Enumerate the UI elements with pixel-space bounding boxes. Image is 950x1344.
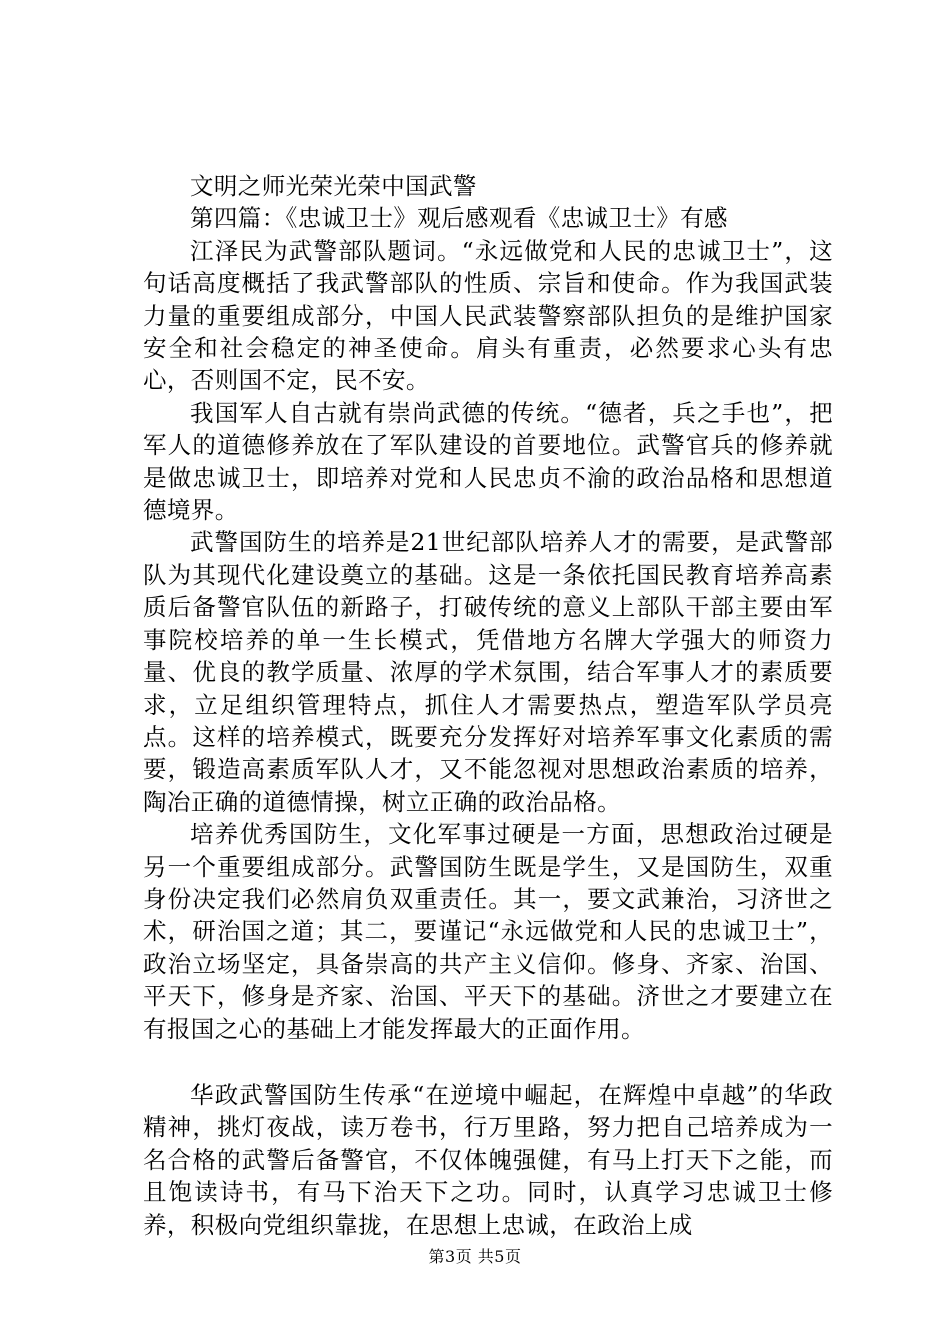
paragraph-3: 武警国防生的培养是21世纪部队培养人才的需要，是武警部队为其现代化建设奠立的基础。这是一条依托国民教育培养高素质后备警官队伍的新路子，打破传统的意义上部队干部主要由军事院校培养的单一生长模式，凭借地方名牌大学强大的师资力量、优良的教学质量、浓厚的学术氛围，结合军事人才的素质要求，立足组织管理特点，抓住人才需要热点，塑造军队学员亮点。这样的培养模式，既要充分发挥好对培养军事文化素质的需要，锻造高素质军队人才，又不能忽视对思想政治素质的培养，陶冶正确的道德情操，树立正确的政治品格。	[143, 528, 833, 816]
paragraph-section-heading: 第四篇：《忠诚卫士》观后感观看《忠诚卫士》有感	[190, 204, 728, 233]
paragraph-1: 江泽民为武警部队题词。“永远做党和人民的忠诚卫士”，这句话高度概括了我武警部队的性质、宗旨和使命。作为我国武装力量的重要组成部分，中国人民武装警察部队担负的是维护国家安全和社会稳定的神圣使命。肩头有重责，必然要求心头有忠心，否则国不定，民不安。	[143, 236, 833, 395]
page-number-footer: 第3页 共5页	[428, 1247, 522, 1266]
paragraph-2: 我国军人自古就有崇尚武德的传统。“德者，兵之手也”，把军人的道德修养放在了军队建设的首要地位。武警官兵的修养就是做忠诚卫士，即培养对党和人民忠贞不渝的政治品格和思想道德境界。	[143, 398, 833, 525]
document-body	[143, 170, 833, 1241]
paragraph-5: 华政武警国防生传承“在逆境中崛起，在辉煌中卓越”的华政精神，挑灯夜战，读万卷书，行万里路，努力把自己培养成为一名合格的武警后备警官，不仅体魄强健，有马上打天下之能，而且饱读诗书，有马下治天下之功。同时，认真学习忠诚卫士修养，积极向党组织靠拢，在思想上忠诚，在政治上成	[143, 1080, 833, 1239]
paragraph-4: 培养优秀国防生，文化军事过硬是一方面，思想政治过硬是另一个重要组成部分。武警国防生既是学生，又是国防生，双重身份决定我们必然肩负双重责任。其一，要文武兼治，习济世之术，研治国之道；其二，要谨记“永远做党和人民的忠诚卫士”，政治立场坚定，具备崇高的共产主义信仰。修身、齐家、治国、平天下，修身是齐家、治国、平天下的基础。济世之才要建立在有报国之心的基础上才能发挥最大的正面作用。	[143, 820, 833, 1043]
paragraph-gap	[143, 1045, 833, 1079]
paragraph-title-line: 文明之师光荣光荣中国武警	[190, 172, 477, 200]
